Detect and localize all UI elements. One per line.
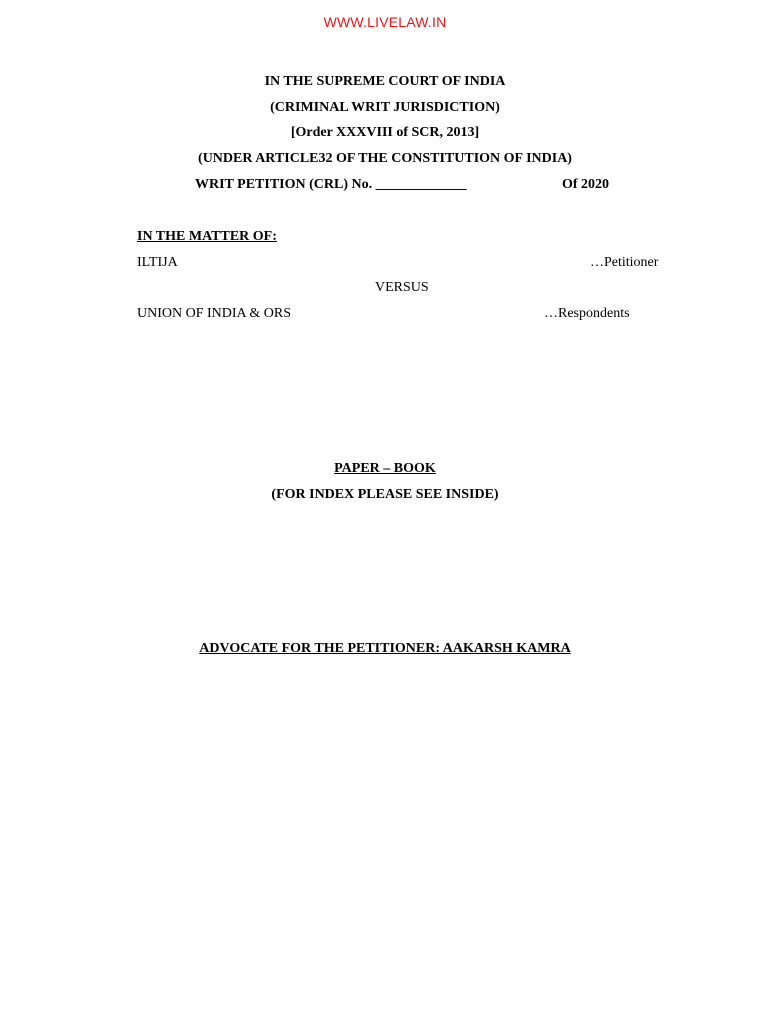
paper-book-note: (FOR INDEX PLEASE SEE INSIDE): [271, 487, 499, 502]
petitioner-role: …Petitioner: [590, 255, 659, 270]
respondent-role: …Respondents: [544, 306, 630, 321]
versus-label: VERSUS: [375, 280, 429, 295]
petitioner-name: ILTIJA: [137, 255, 178, 270]
court-title: IN THE SUPREME COURT OF INDIA: [264, 74, 506, 89]
jurisdiction-title: (CRIMINAL WRIT JURISDICTION): [270, 100, 500, 115]
respondent-name: UNION OF INDIA & ORS: [137, 306, 292, 321]
article-reference: (UNDER ARTICLE32 OF THE CONSTITUTION OF INDIA): [198, 151, 572, 166]
advocate-line: ADVOCATE FOR THE PETITIONER: AAKARSH KAMRA: [199, 641, 571, 656]
writ-petition-number: WRIT PETITION (CRL) No. _____________: [195, 177, 467, 192]
order-reference: [Order XXXVIII of SCR, 2013]: [290, 125, 480, 140]
writ-petition-year: Of 2020: [562, 177, 610, 192]
paper-book-title: PAPER – BOOK: [334, 461, 436, 476]
livelaw-watermark: WWW.LIVELAW.IN: [323, 14, 447, 30]
writ-petition-line: [0, 176, 770, 194]
matter-heading: IN THE MATTER OF:: [137, 229, 277, 244]
